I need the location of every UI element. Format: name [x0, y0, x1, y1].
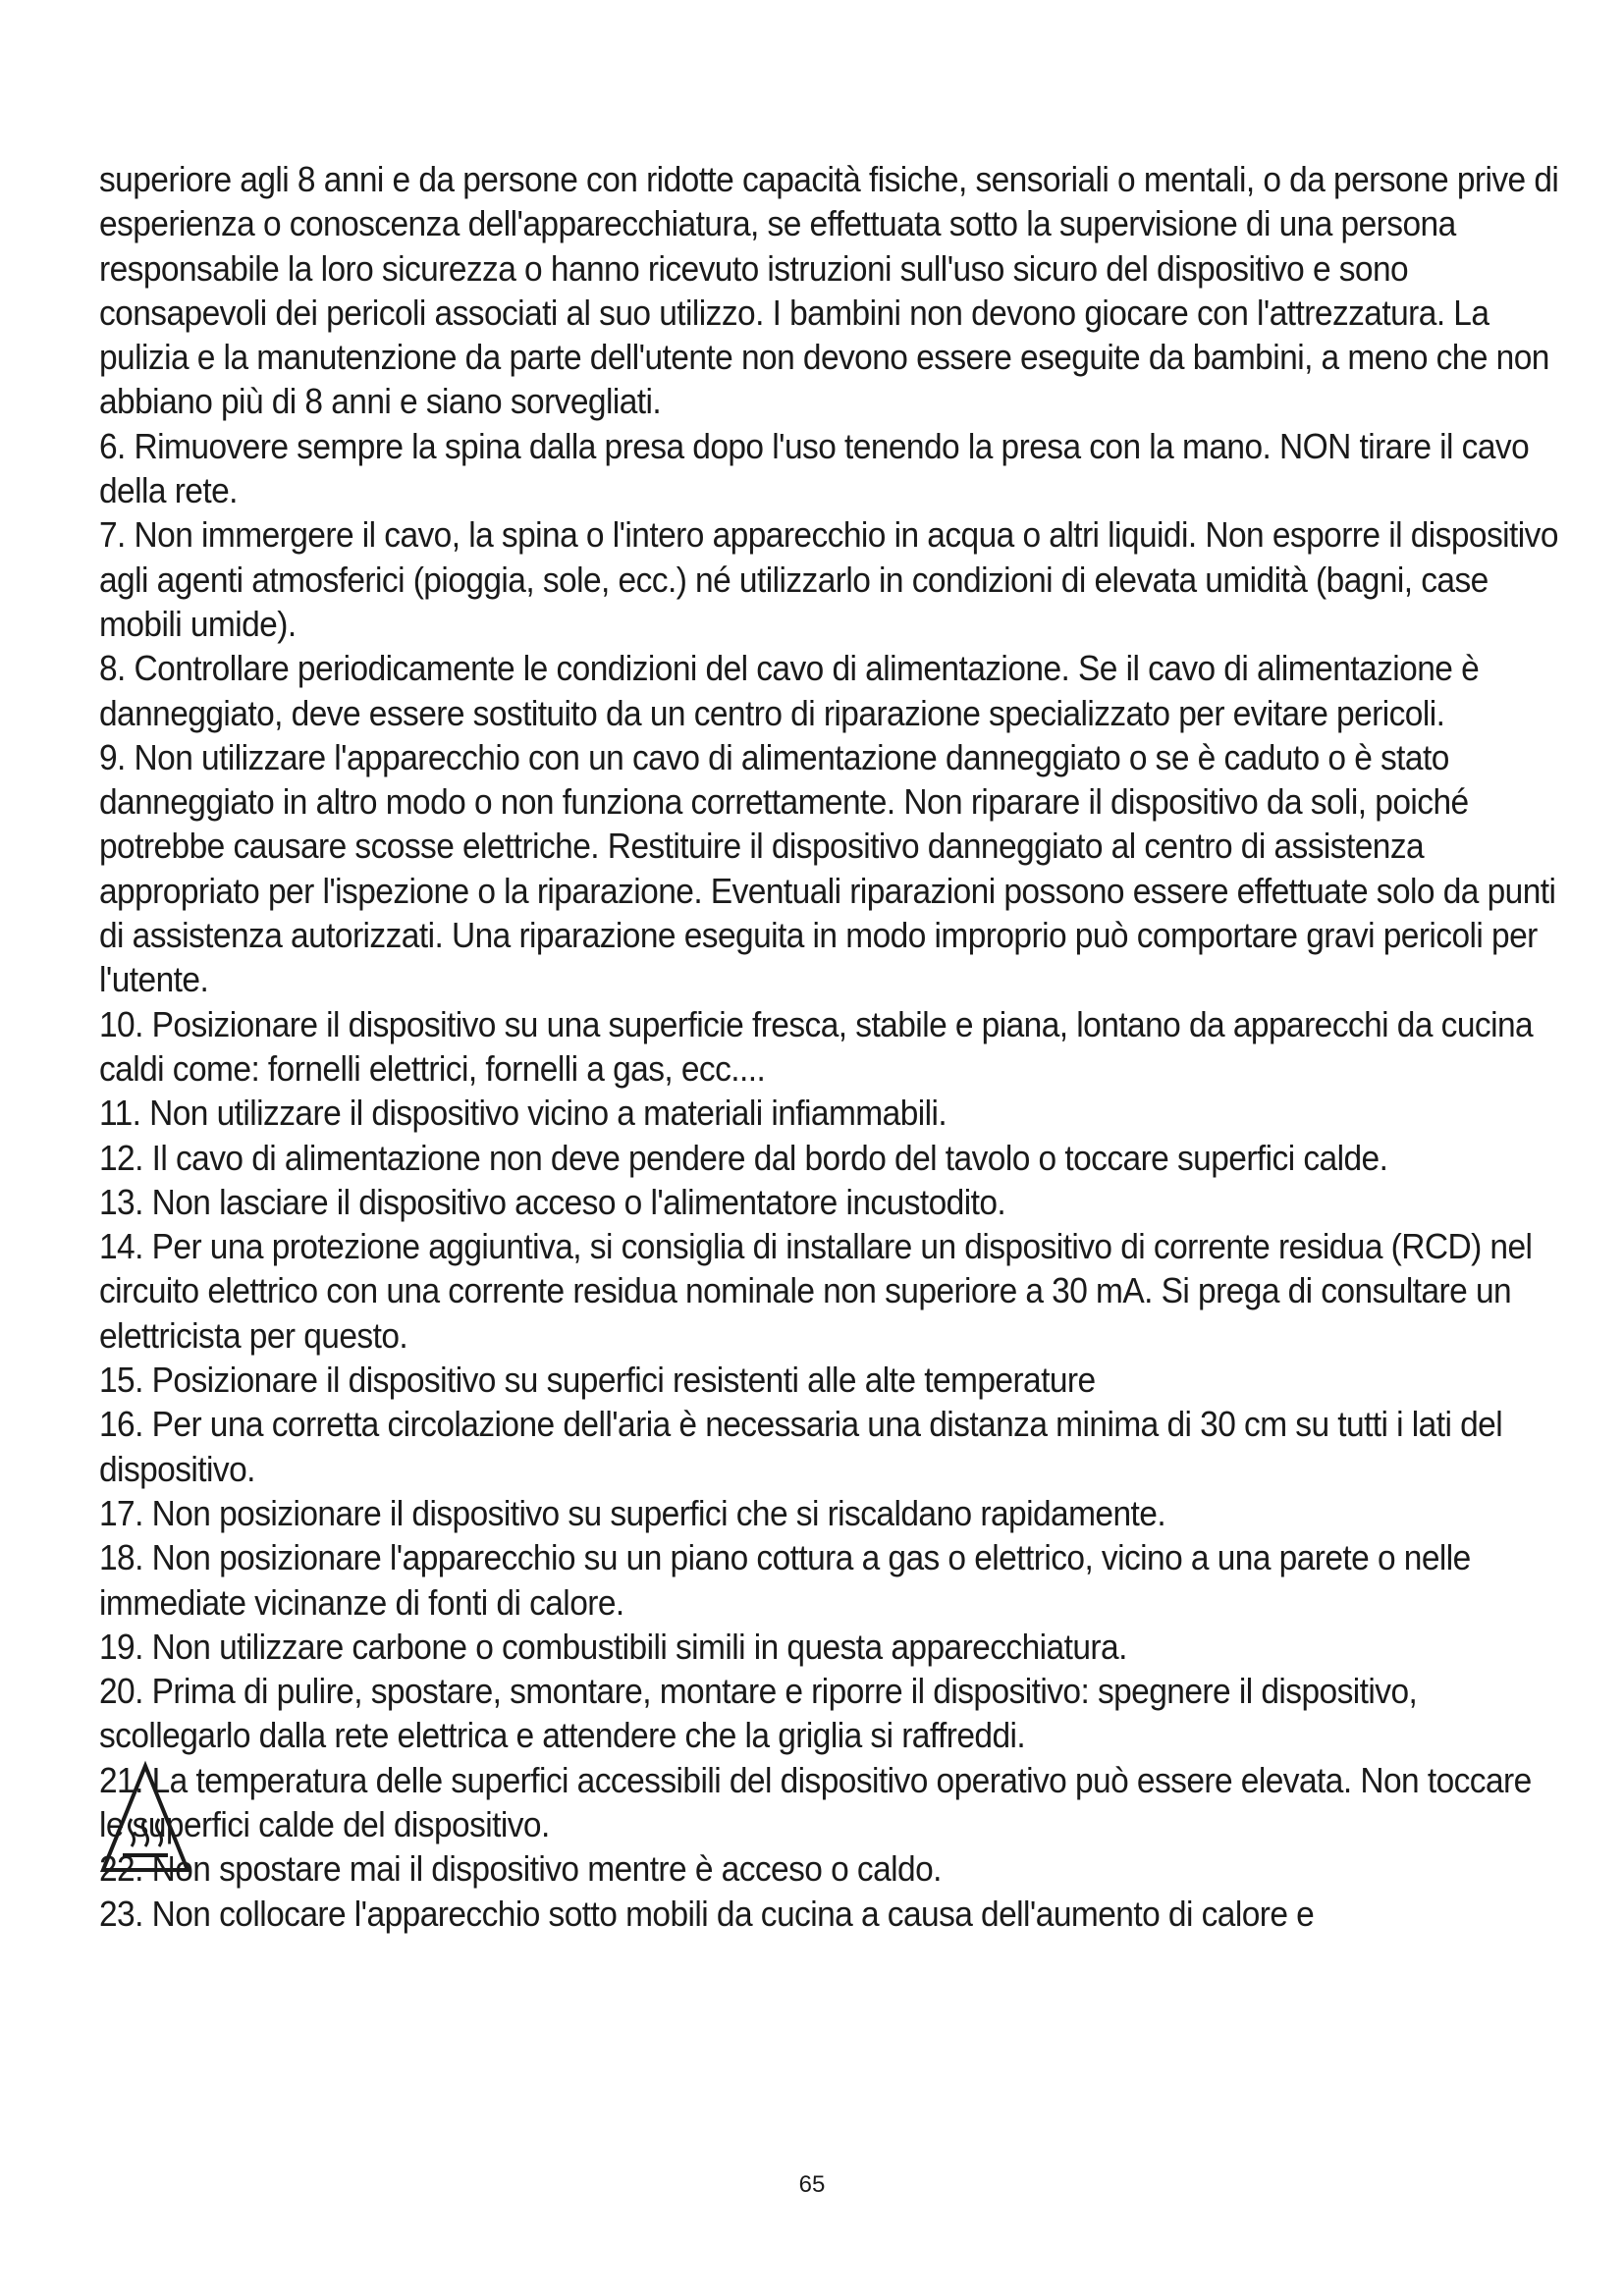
page-number: 65: [798, 2171, 826, 2198]
paragraph-item-11: 11. Non utilizzare il dispositivo vicino a materiali infiammabili.: [99, 1093, 947, 1134]
paragraph-item-15: 15. Posizionare il dispositivo su superfici resistenti alle alte temperature: [99, 1360, 1096, 1401]
paragraph-item-9: 9. Non utilizzare l'apparecchio con un cavo di alimentazione danneggiato o se è caduto o è stato danneggiato in altro modo o non funziona correttamente. Non riparare il dispositivo da soli, poiché potrebbe causare scosse elettriche. Restituire il dispositivo danneggiato al centro di assistenza appropriato per l'ispezione o la riparazione. Eventuali riparazioni possono essere effettuate solo da punti di assistenza autorizzati. Una riparazione eseguita in modo improprio può comportare gravi pericoli per l'utente.: [99, 736, 1556, 1000]
document-body: [99, 157, 1562, 1936]
paragraph-intro: superiore agli 8 anni e da persone con ridotte capacità fisiche, sensoriali o mentali, o da persone prive di esperienza o conoscenza dell'apparecchiatura, se effettuata sotto la supervisione di una persona responsabile la loro sicurezza o hanno ricevuto istruzioni sull'uso sicuro del dispositivo e sono consapevoli dei pericoli associati al suo utilizzo. I bambini non devono giocare con l'attrezzatura. La pulizia e la manutenzione da parte dell'utente non devono essere eseguite da bambini, a meno che non abbiano più di 8 anni e siano sorvegliati.: [99, 159, 1559, 422]
paragraph-item-17: 17. Non posizionare il dispositivo su superfici che si riscaldano rapidamente.: [99, 1492, 1166, 1533]
paragraph-item-14: 14. Per una protezione aggiuntiva, si consiglia di installare un dispositivo di corrente residua (RCD) nel circuito elettrico con una corrente residua nominale non superiore a 30 mA. Si prega di consultare un elettricista per questo.: [99, 1226, 1533, 1356]
paragraph-item-6: 6. Rimuovere sempre la spina dalla presa dopo l'uso tenendo la presa con la mano. NON tirare il cavo della rete.: [99, 425, 1530, 511]
paragraph-item-10: 10. Posizionare il dispositivo su una superficie fresca, stabile e piana, lontano da apparecchi da cucina caldi come: fornelli elettrici, fornelli a gas, ecc....: [99, 1003, 1534, 1089]
paragraph-item-21: 21. La temperatura delle superfici accessibili del dispositivo operativo può essere elevata. Non toccare le superfici calde del dispositivo.: [99, 1759, 1532, 1844]
hot-surface-warning-block: [99, 1758, 1562, 1892]
paragraph-item-13: 13. Non lasciare il dispositivo acceso o l'alimentatore incustodito.: [99, 1181, 1006, 1222]
paragraph-item-12: 12. Il cavo di alimentazione non deve pendere dal bordo del tavolo o toccare superfici calde.: [99, 1137, 1388, 1178]
paragraph-item-20: 20. Prima di pulire, spostare, smontare, montare e riporre il dispositivo: spegnere il dispositivo, scollegarlo dalla rete elettrica e attendere che la griglia si raffreddi.: [99, 1671, 1418, 1756]
paragraph-item-7: 7. Non immergere il cavo, la spina o l'intero apparecchio in acqua o altri liquidi. Non esporre il dispositivo agli agenti atmosferici (pioggia, sole, ecc.) né utilizzarlo in condizioni di elevata umidità (bagni, case mobili umide).: [99, 514, 1558, 644]
paragraph-item-22: 22. Non spostare mai il dispositivo mentre è acceso o caldo.: [99, 1848, 942, 1890]
paragraph-item-23: 23. Non collocare l'apparecchio sotto mobili da cucina a causa dell'aumento di calore e: [99, 1893, 1315, 1934]
paragraph-item-19: 19. Non utilizzare carbone o combustibili simili in questa apparecchiatura.: [99, 1626, 1127, 1667]
paragraph-item-16: 16. Per una corretta circolazione dell'aria è necessaria una distanza minima di 30 cm su tutti i lati del dispositivo.: [99, 1404, 1503, 1489]
paragraph-item-8: 8. Controllare periodicamente le condizioni del cavo di alimentazione. Se il cavo di alimentazione è danneggiato, deve essere sostituito da un centro di riparazione specializzato per evitare pericoli.: [99, 648, 1480, 733]
paragraph-item-18: 18. Non posizionare l'apparecchio su un piano cottura a gas o elettrico, vicino a una parete o nelle immediate vicinanze di fonti di calore.: [99, 1537, 1471, 1623]
